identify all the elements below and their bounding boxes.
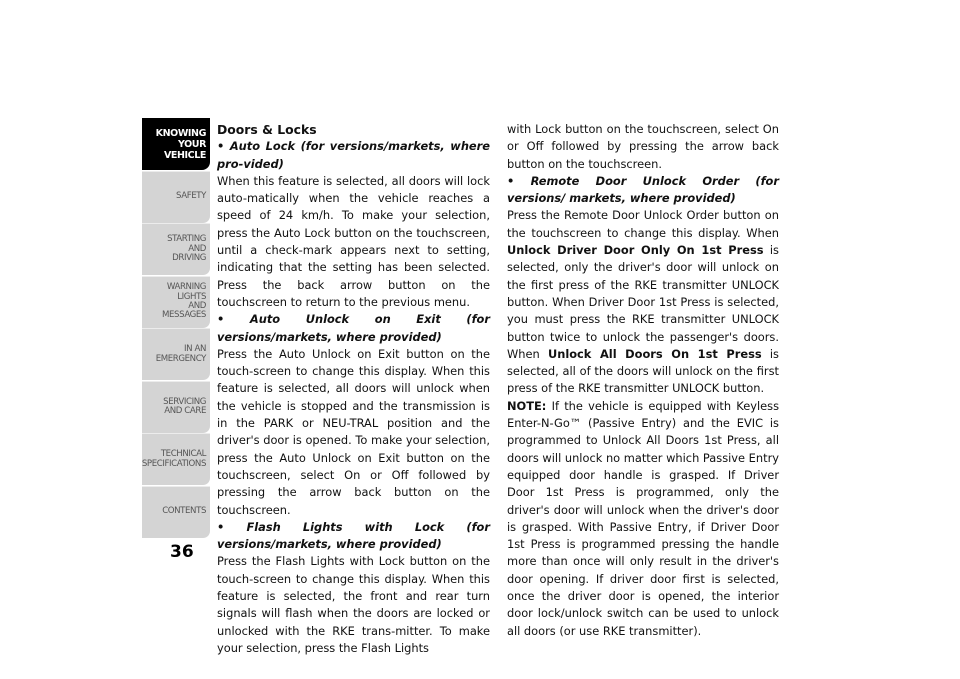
page-number: 36 <box>170 542 194 562</box>
auto-lock-body: When this feature is selected, all doors will lock auto-matically when the vehicle reaches a speed of 24 km/h. To make your selection, press the Auto Lock button on the touchscreen, until a check-mark appears next to setting, indicating that the setting has been selected. Press the back arrow button on the touchscreen to return to the previous menu. <box>217 173 490 309</box>
body-text: is selected, all of the doors will unlock on the first press of the RKE transmitter UNLOCK button. <box>507 346 779 396</box>
remote-unlock-body <box>507 207 779 397</box>
auto-lock-title: • Auto Lock (for versions/markets, where pro-vided) <box>217 138 490 173</box>
tab-technical-specifications[interactable] <box>142 433 210 485</box>
flash-lights-continued: with Lock button on the touchscreen, select On or Off followed by pressing the arrow back button on the touchscreen. <box>507 122 779 171</box>
tab-label: AND <box>188 243 206 254</box>
tab-label: EMERGENCY <box>155 353 206 364</box>
flash-lights-title: • Flash Lights with Lock (for versions/markets, where provided) <box>217 519 490 554</box>
tab-label: AND CARE <box>164 406 206 416</box>
auto-unlock-title: • Auto Unlock on Exit (for versions/markets, where provided) <box>217 311 490 346</box>
body-text: Press the Remote Door Unlock Order button on the touchscreen to change this display. When <box>507 208 779 240</box>
flash-lights-body: Press the Flash Lights with Lock button on the touch-screen to change this display. When this feature is selected, the front and rear turn signals will flash when the doors are locked or unlocked with the RKE trans-mitter. To make your selection, press the Flash Lights <box>217 554 490 655</box>
tab-in-an-emergency[interactable] <box>142 328 210 380</box>
note-body: If the vehicle is equipped with Keyless Enter-N-Go™ (Passive Entry) and the EVIC is programmed to Unlock All Doors 1st Press, all doors will unlock no matter which Passive Entry equipped door handle is grasped. If Driver Door 1st Press is programmed, only the driver's door will unlock when the driver's door is grasped. With Passive Entry, if Driver Door 1st Press is programmed pressing the handle more than once will only result in the driver's door opening. If driver door first is selected, once the driver door is opened, the interior door lock/unlock switch can be used to unlock all doors (or use RKE transmitter). <box>507 398 780 638</box>
tab-label: STARTING <box>167 234 206 245</box>
auto-unlock-body: Press the Auto Unlock on Exit button on the touch-screen to change this display. When this feature is selected, all doors will unlock when the vehicle is stopped and the transmission is in the PARK or NEU-TRAL position and the driver's door is opened. To make your selection, press the Auto Unlock on Exit button on the touchscreen, select On or Off followed by pressing the arrow back button on the touchscreen. <box>217 346 490 517</box>
tab-label: IN AN <box>183 344 206 355</box>
tab-label: AND <box>188 301 206 311</box>
tab-servicing-and-care[interactable] <box>142 381 210 433</box>
tab-contents[interactable] <box>142 486 210 538</box>
section-tabs <box>142 118 210 538</box>
setting-name: Unlock Driver Door Only On 1st Press <box>507 243 764 258</box>
tab-label: VEHICLE <box>163 149 206 161</box>
right-column <box>507 121 779 640</box>
note-paragraph <box>507 398 779 640</box>
tab-label: TECHNICAL <box>160 449 206 460</box>
remote-unlock-title: • Remote Door Unlock Order (for versions/ markets, where provided) <box>507 173 779 208</box>
note-label: NOTE: <box>507 398 547 413</box>
left-column <box>217 121 490 657</box>
tab-label: SERVICING <box>163 396 206 407</box>
tab-label: WARNING <box>166 282 206 293</box>
tab-label: SPECIFICATIONS <box>141 458 206 469</box>
tab-warning-lights[interactable] <box>142 276 210 328</box>
setting-name: Unlock All Doors On 1st Press <box>547 346 762 361</box>
section-heading: Doors & Locks <box>217 122 317 137</box>
tab-label: CONTENTS <box>162 506 206 517</box>
body-text: is selected, only the driver's door will unlock on the first press of the RKE transmitter UNLOCK button. When Driver Door 1st Press is selected, you must press the RKE transmitter UNLOCK button twice to unlock the passenger's doors. When <box>507 243 779 361</box>
tab-label: LIGHTS <box>177 291 206 302</box>
tab-knowing-your-vehicle[interactable] <box>142 118 210 170</box>
tab-label: SAFETY <box>176 191 206 202</box>
tab-starting-and-driving[interactable] <box>142 223 210 275</box>
tab-label: DRIVING <box>172 253 206 264</box>
tab-label: KNOWING <box>155 127 206 139</box>
tab-label: MESSAGES <box>162 310 206 321</box>
tab-label: YOUR <box>177 138 206 150</box>
tab-safety[interactable] <box>142 171 210 223</box>
